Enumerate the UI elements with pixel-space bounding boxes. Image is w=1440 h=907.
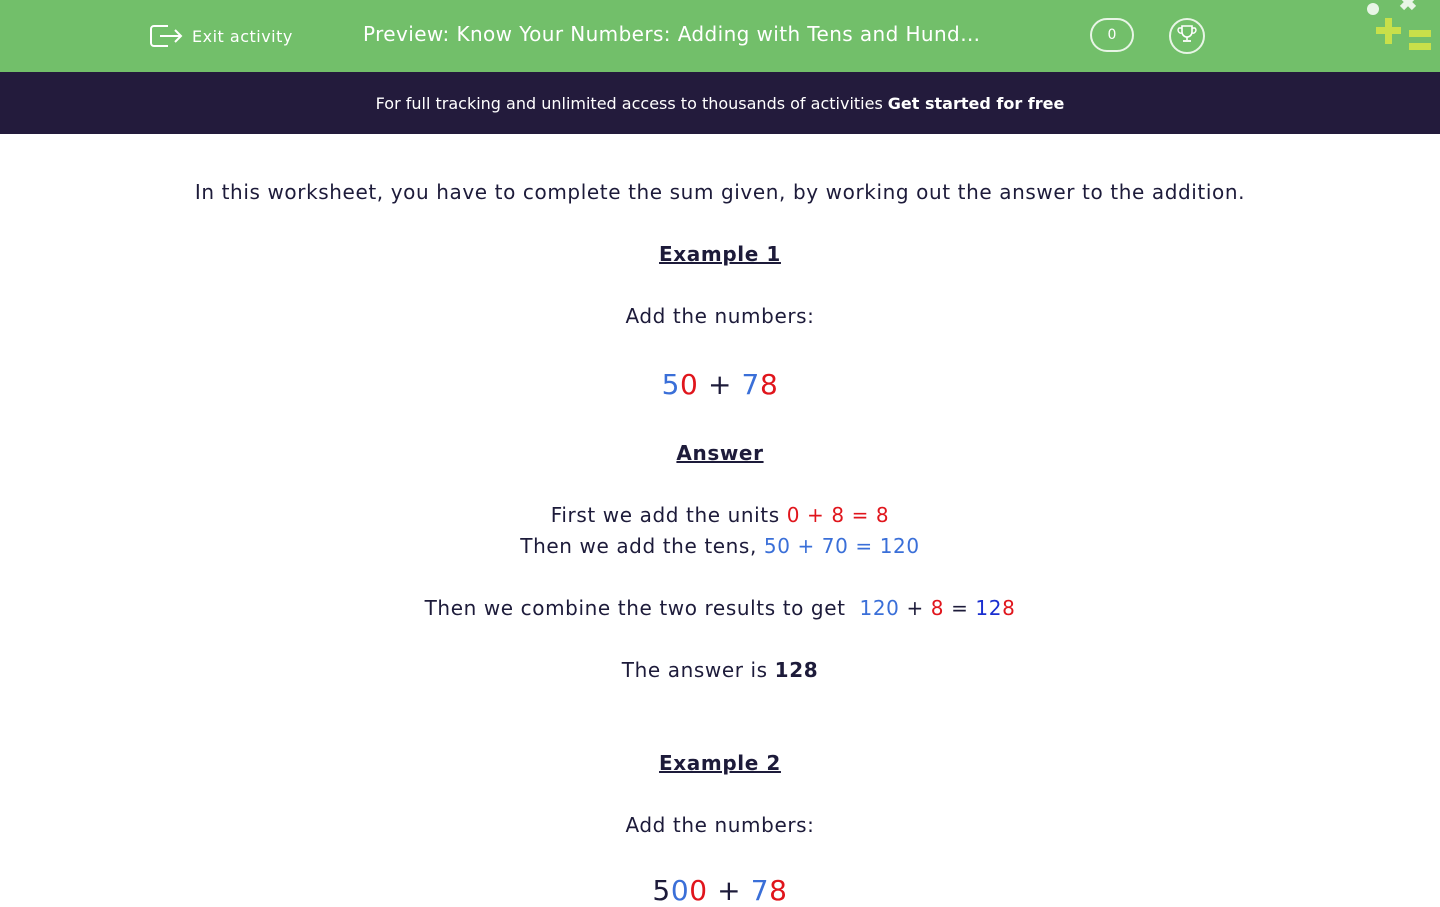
score-badge: 0 [1090, 18, 1134, 52]
sum2-a-hundreds: 5 [652, 874, 671, 907]
example-2-sum [0, 874, 1440, 907]
example-1-prompt: Add the numbers: [625, 304, 815, 328]
step-combine-result-tens: 12 [975, 596, 1003, 620]
answer-heading-row [0, 441, 1440, 465]
step-combine-equals: = [951, 596, 969, 620]
step-combine-text: Then we combine the two results to get [424, 596, 846, 620]
sum-a-tens: 5 [661, 368, 681, 401]
example-2-heading-row [0, 751, 1440, 775]
answer-heading: Answer [676, 441, 764, 465]
example-2-prompt: Add the numbers: [625, 813, 815, 837]
brand-logo [1362, 0, 1440, 72]
step-tens [0, 534, 1440, 558]
step-units-text: First we add the units [550, 503, 780, 527]
sum2-b-units: 8 [769, 874, 788, 907]
sum2-a-units: 0 [689, 874, 708, 907]
step-combine [0, 596, 1440, 620]
trophy-button[interactable] [1169, 18, 1205, 54]
final-answer-text: The answer is [621, 658, 768, 682]
step-combine-plus: + [906, 596, 924, 620]
step-tens-text: Then we add the tens, [520, 534, 757, 558]
exit-activity-button[interactable] [148, 20, 293, 52]
final-answer [0, 658, 1440, 682]
sum-b-tens: 7 [741, 368, 760, 401]
sum-a-units: 0 [680, 368, 699, 401]
sum-plus: + [707, 368, 733, 401]
sum-b-units: 8 [759, 368, 779, 401]
example-1-sum [0, 368, 1440, 401]
step-combine-result-units: 8 [1002, 596, 1016, 620]
sum2-plus: + [717, 874, 742, 907]
sum2-a-tens: 0 [670, 874, 690, 907]
top-bar [0, 0, 1440, 72]
example-1-heading-row [0, 242, 1440, 266]
page-title: Preview: Know Your Numbers: Adding with Tens and Hund… [363, 22, 981, 46]
exit-icon [148, 20, 184, 52]
trophy-icon [1176, 23, 1198, 49]
step-units-math: 0 + 8 = 8 [786, 503, 890, 527]
step-combine-a: 120 [859, 596, 900, 620]
promo-banner [0, 72, 1440, 134]
exit-activity-label: Exit activity [192, 26, 293, 46]
get-started-link[interactable]: Get started for free [887, 93, 1065, 113]
step-units [0, 503, 1440, 527]
final-answer-value: 128 [774, 658, 819, 682]
step-combine-b: 8 [930, 596, 945, 620]
sum2-b-tens: 7 [750, 874, 770, 907]
intro-text: In this worksheet, you have to complete the sum given, by working out the answer to the addition. [194, 180, 1246, 204]
example-2-heading: Example 2 [659, 751, 781, 775]
step-tens-math: 50 + 70 = 120 [763, 534, 920, 558]
promo-text: For full tracking and unlimited access to thousands of activities [375, 93, 883, 113]
example-1-heading: Example 1 [659, 242, 781, 266]
worksheet-content [0, 134, 1440, 907]
